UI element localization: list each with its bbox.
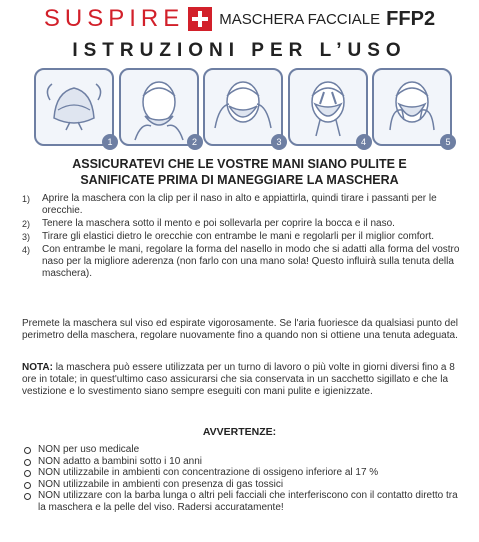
list-item: NON utilizzare con la barba lunga o altri peli facciali che interferiscono con il contatto diretto tra la maschera e la pelle del viso. Radersi accuratamente!	[22, 490, 462, 513]
list-item: NON utilizzabile in ambienti con presenza di gas tossici	[22, 479, 462, 491]
note-paragraph	[22, 362, 462, 398]
hygiene-warning-line-1: ASSICURATEVI CHE LE VOSTRE MANI SIANO PULITE E	[72, 157, 407, 171]
step-number: 3	[271, 134, 287, 150]
list-item-number: 3)	[22, 232, 31, 242]
step-3-illustration	[203, 68, 283, 146]
step-1-illustration	[34, 68, 114, 146]
list-item	[22, 218, 462, 230]
brand-logo: SUSPIRE	[43, 5, 185, 32]
model-name: FFP2	[386, 7, 436, 30]
hygiene-warning-line-2: SANIFICATE PRIMA DI MANEGGIARE LA MASCHERA	[80, 173, 399, 187]
step-number: 1	[102, 134, 118, 150]
list-item-text: Tenere la maschera sotto il mento e poi sollevarla per coprire la bocca e il naso.	[42, 218, 395, 229]
list-item	[22, 244, 462, 280]
list-item-number: 1)	[22, 194, 31, 204]
step-number: 2	[187, 134, 203, 150]
hygiene-warning	[0, 156, 479, 188]
instruction-list	[22, 193, 462, 281]
step-number: 4	[356, 134, 372, 150]
list-item: NON utilizzabile in ambienti con concentrazione di ossigeno inferiore al 17 %	[22, 467, 462, 479]
page-title: ISTRUZIONI PER L’USO	[72, 40, 407, 61]
list-item-text: Tirare gli elastici dietro le orecchie con entrambe le mani e regolarli per il miglior comfort.	[42, 231, 435, 242]
step-2-illustration	[119, 68, 199, 146]
list-item-text: Aprire la maschera con la clip per il naso in alto e appiattirla, quindi tirare i passanti per le orecchie.	[42, 193, 437, 216]
list-item	[22, 231, 462, 243]
list-item-number: 2)	[22, 219, 31, 229]
list-item: NON per uso medicale	[22, 444, 462, 456]
list-item: NON adatto a bambini sotto i 10 anni	[22, 456, 462, 468]
seal-check-paragraph: Premete la maschera sul viso ed espirate vigorosamente. Se l'aria fuoriesce da qualsiasi punto del perimetro della maschera, regolare nuovamente fino a quando non si ottiene una tenuta adeguata.	[22, 318, 459, 341]
swiss-cross-icon	[188, 7, 212, 31]
step-5-illustration	[372, 68, 452, 146]
product-subtitle: MASCHERA FACCIALE	[219, 10, 381, 28]
warnings-list	[22, 444, 462, 513]
header	[0, 6, 479, 32]
note-label: NOTA:	[22, 362, 53, 373]
list-item-number: 4)	[22, 245, 31, 255]
step-illustrations	[34, 68, 452, 150]
warnings-title: AVVERTENZE:	[202, 426, 277, 438]
note-text: la maschera può essere utilizzata per un turno di lavoro o più volte in giorni diversi fino a 8 ore in totale; in quest'ultimo caso assicurarsi che sia conservata in un sacchetto sigillato e che la vestizione e lo svestimento siano sempre eseguiti con mani pulite e igienizzate.	[22, 362, 455, 397]
list-item	[22, 193, 462, 217]
step-number: 5	[440, 134, 456, 150]
list-item-text: Con entrambe le mani, regolare la forma del nasello in modo che si adatti alla forma del vostro naso per la migliore aderenza (non farlo con una mano sola! Questo influirà sulla tenuta della maschera).	[42, 244, 460, 279]
step-4-illustration	[288, 68, 368, 146]
